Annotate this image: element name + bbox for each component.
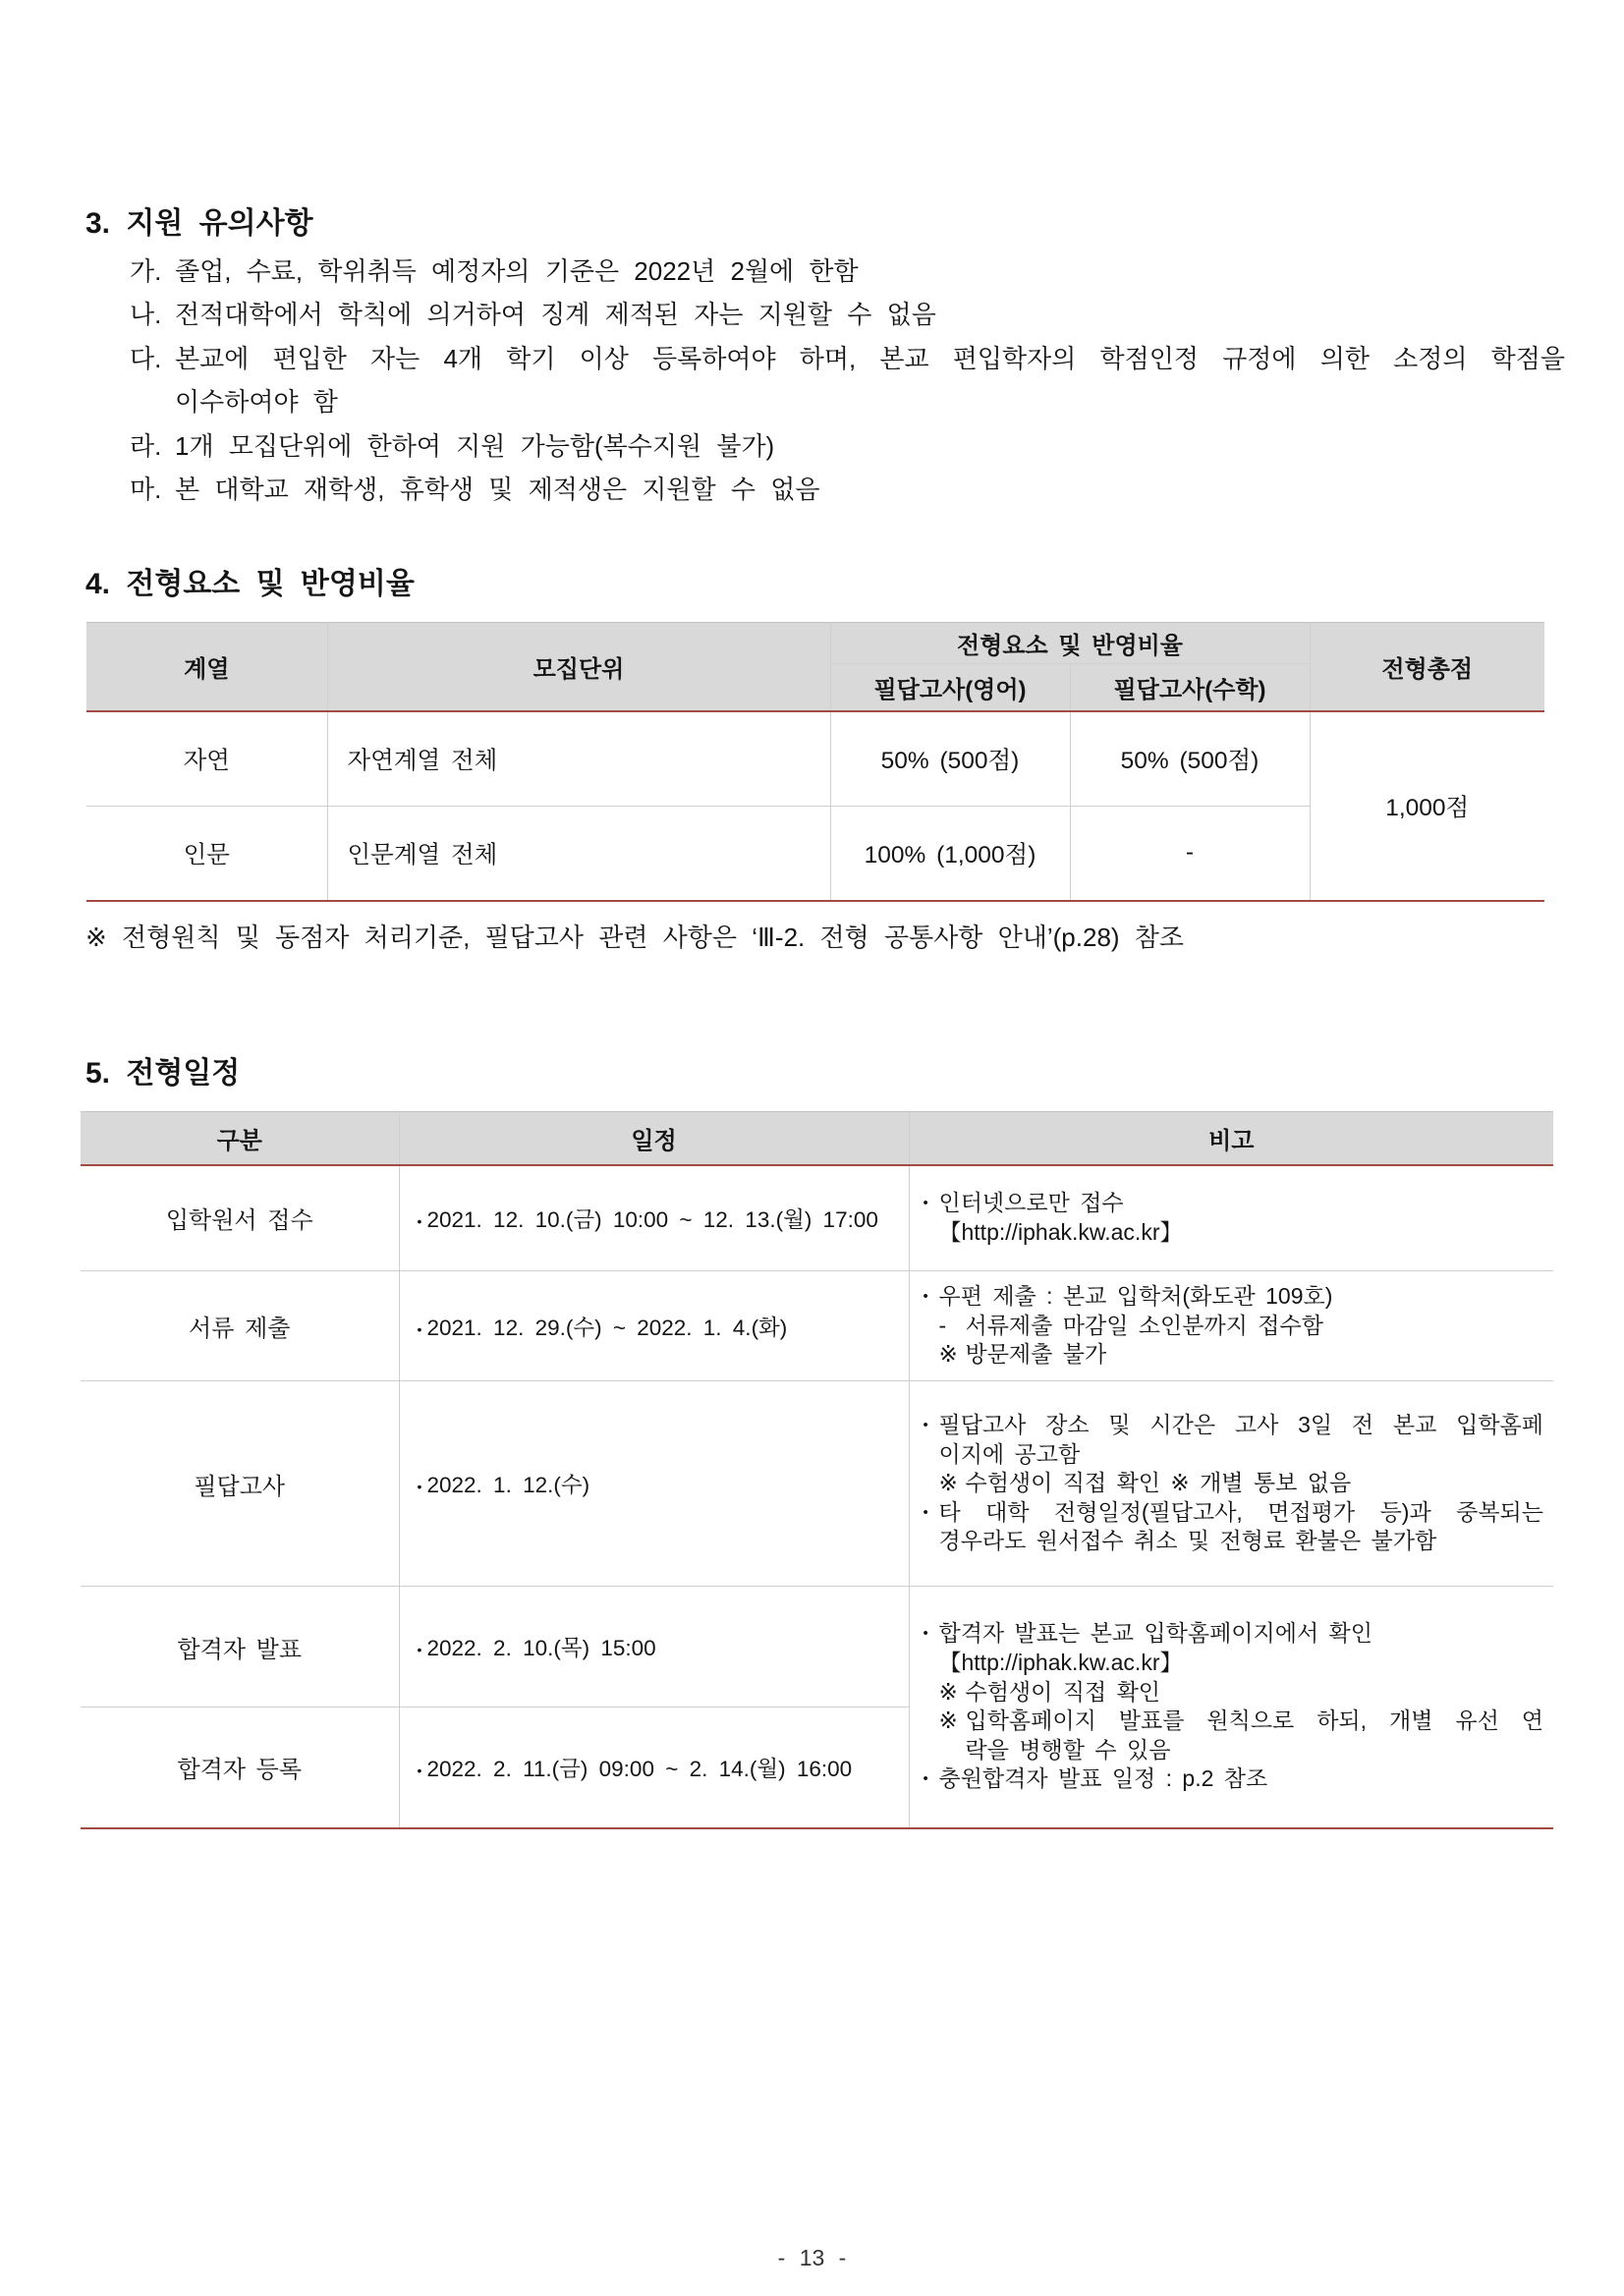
table-row bbox=[86, 711, 1544, 807]
cell-unit: 인문계열 전체 bbox=[327, 807, 830, 901]
cell-category: 합격자 등록 bbox=[81, 1708, 399, 1828]
cell-schedule bbox=[399, 1271, 909, 1381]
cell-english: 100% (1,000점) bbox=[830, 807, 1070, 901]
cell-group: 인문 bbox=[86, 807, 327, 901]
bullet-marker: • bbox=[923, 1417, 928, 1434]
header-category: 구분 bbox=[81, 1112, 399, 1165]
table-row bbox=[81, 1381, 1553, 1587]
list-marker: 가. bbox=[130, 256, 162, 286]
cell-schedule bbox=[399, 1708, 909, 1828]
list-text: 졸업, 수료, 학위취득 예정자의 기준은 2022년 2월에 한함 bbox=[175, 256, 859, 286]
remark-line: 서류제출 마감일 소인분까지 접수함 bbox=[965, 1312, 1323, 1338]
schedule-table bbox=[81, 1111, 1553, 1829]
section3-title: 3. 지원 유의사항 bbox=[85, 207, 313, 240]
cell-remarks bbox=[909, 1271, 1553, 1381]
remark-url: 【http://iphak.kw.ac.kr】 bbox=[938, 1218, 1183, 1245]
schedule-text: 2022. 2. 10.(목) 15:00 bbox=[426, 1636, 656, 1660]
remark-entry bbox=[924, 1619, 1544, 1649]
table-header-row bbox=[81, 1112, 1553, 1165]
bullet-marker: • bbox=[923, 1625, 928, 1643]
header-group: 계열 bbox=[86, 623, 327, 711]
remark-entry bbox=[924, 1312, 1544, 1341]
remark-line: 충원합격자 발표 일정 : p.2 참조 bbox=[938, 1765, 1268, 1792]
bullet-marker: • bbox=[417, 1479, 422, 1495]
remark-line: 인터넷으로만 접수 bbox=[938, 1190, 1124, 1216]
remark-line: 수험생이 직접 확인 ※ 개별 통보 없음 bbox=[965, 1470, 1352, 1496]
list-text: 본 대학교 재학생, 휴학생 및 제적생은 지원할 수 없음 bbox=[175, 475, 820, 505]
table-row bbox=[81, 1271, 1553, 1381]
list-marker: 마. bbox=[130, 475, 162, 505]
list-item bbox=[130, 337, 1565, 424]
remark-entry bbox=[924, 1340, 1544, 1370]
bullet-spacer bbox=[924, 1469, 939, 1498]
remark-entry bbox=[924, 1764, 1544, 1794]
header-total: 전형총점 bbox=[1310, 623, 1544, 711]
bullet-marker: • bbox=[417, 1762, 422, 1778]
bullet-spacer bbox=[924, 1340, 939, 1370]
cell-unit: 자연계열 전체 bbox=[327, 711, 830, 807]
schedule-text: 2021. 12. 10.(금) 10:00 ~ 12. 13.(월) 17:00 bbox=[426, 1206, 878, 1232]
cell-category: 서류 제출 bbox=[81, 1271, 399, 1381]
bullet-spacer bbox=[924, 1649, 939, 1678]
remark-entry bbox=[924, 1218, 1544, 1248]
note-marker: ※ bbox=[938, 1470, 958, 1496]
note-marker: ※ bbox=[938, 1678, 958, 1705]
bullet-spacer bbox=[924, 1707, 939, 1764]
bullet-marker: • bbox=[417, 1642, 422, 1658]
remark-url: 【http://iphak.kw.ac.kr】 bbox=[938, 1650, 1183, 1676]
bullet-marker: • bbox=[923, 1288, 928, 1306]
note-marker: ※ bbox=[938, 1708, 958, 1734]
remark-line: 수험생이 직접 확인 bbox=[965, 1678, 1161, 1705]
remark-line: 락을 병행할 수 있음 bbox=[965, 1736, 1171, 1763]
remark-line: 입학홈페이지 발표를 원칙으로 하되, 개별 유선 연 bbox=[965, 1708, 1543, 1734]
cell-category: 합격자 발표 bbox=[81, 1587, 399, 1708]
bullet-spacer bbox=[924, 1678, 939, 1708]
section4-title: 4. 전형요소 및 반영비율 bbox=[85, 568, 415, 600]
remark-entry bbox=[924, 1678, 1544, 1708]
bullet-marker: • bbox=[923, 1770, 928, 1788]
cell-schedule bbox=[399, 1165, 909, 1271]
page-number: - 13 - bbox=[777, 2245, 847, 2270]
remark-line: 합격자 발표는 본교 입학홈페이지에서 확인 bbox=[938, 1620, 1372, 1647]
cell-category: 입학원서 접수 bbox=[81, 1165, 399, 1271]
section5-title: 5. 전형일정 bbox=[85, 1057, 241, 1090]
selection-elements-table bbox=[86, 622, 1544, 902]
header-elements: 전형요소 및 반영비율 bbox=[830, 623, 1310, 664]
list-item bbox=[130, 293, 1565, 336]
header-unit: 모집단위 bbox=[327, 623, 830, 711]
remark-entry bbox=[924, 1649, 1544, 1678]
table-row bbox=[81, 1165, 1553, 1271]
remark-entry bbox=[924, 1411, 1544, 1469]
cell-math: 50% (500점) bbox=[1070, 711, 1310, 807]
reference-note: ※ 전형원칙 및 동점자 처리기준, 필답고사 관련 사항은 ‘Ⅲ-2. 전형 공통사항 안내’(p.28) 참조 bbox=[85, 923, 1185, 952]
header-schedule: 일정 bbox=[399, 1112, 909, 1165]
note-marker: ※ bbox=[938, 1341, 958, 1368]
note-marker: - bbox=[938, 1312, 947, 1338]
remark-entry bbox=[924, 1189, 1544, 1218]
remark-entry bbox=[924, 1498, 1544, 1556]
list-text: 전적대학에서 학칙에 의거하여 징계 제적된 자는 지원할 수 없음 bbox=[175, 300, 936, 330]
table-header-row bbox=[86, 623, 1544, 664]
remark-line: 필답고사 장소 및 시간은 고사 3일 전 본교 입학홈페 bbox=[938, 1412, 1543, 1438]
list-marker: 다. bbox=[130, 343, 162, 373]
list-text: 본교에 편입한 자는 4개 학기 이상 등록하여야 하며, 본교 편입학자의 학점인정 규정에 의한 소정의 학점을 bbox=[175, 343, 1565, 373]
bullet-marker: • bbox=[417, 1320, 422, 1337]
bullet-spacer bbox=[924, 1312, 939, 1341]
bullet-spacer bbox=[924, 1218, 939, 1248]
schedule-text: 2021. 12. 29.(수) ~ 2022. 1. 4.(화) bbox=[426, 1315, 788, 1340]
table-row bbox=[81, 1587, 1553, 1708]
bullet-marker: • bbox=[923, 1503, 928, 1521]
remark-entry bbox=[924, 1469, 1544, 1498]
list-item bbox=[130, 424, 1565, 468]
list-marker: 나. bbox=[130, 300, 162, 330]
list-text: 1개 모집단위에 한하여 지원 가능함(복수지원 불가) bbox=[175, 430, 775, 461]
schedule-text: 2022. 2. 11.(금) 09:00 ~ 2. 14.(월) 16:00 bbox=[426, 1756, 853, 1781]
remark-line: 타 대학 전형일정(필답고사, 면접평가 등)과 중복되는 bbox=[938, 1498, 1543, 1525]
cell-remarks bbox=[909, 1587, 1553, 1828]
section3-list bbox=[130, 250, 1565, 511]
cell-category: 필답고사 bbox=[81, 1381, 399, 1587]
remark-line: 경우라도 원서접수 취소 및 전형료 환불은 불가함 bbox=[938, 1528, 1437, 1554]
list-marker: 라. bbox=[130, 430, 162, 461]
cell-english: 50% (500점) bbox=[830, 711, 1070, 807]
remark-entry bbox=[924, 1282, 1544, 1312]
cell-group: 자연 bbox=[86, 711, 327, 807]
list-item bbox=[130, 468, 1565, 511]
list-text: 이수하여야 함 bbox=[175, 387, 338, 418]
remark-line: 방문제출 불가 bbox=[965, 1341, 1107, 1368]
bullet-marker: • bbox=[923, 1195, 928, 1212]
remark-line: 우편 제출 : 본교 입학처(화도관 109호) bbox=[938, 1283, 1333, 1310]
cell-remarks bbox=[909, 1165, 1553, 1271]
bullet-marker: • bbox=[417, 1212, 422, 1229]
remark-entry bbox=[924, 1707, 1544, 1764]
cell-total: 1,000점 bbox=[1310, 711, 1544, 901]
cell-schedule bbox=[399, 1587, 909, 1708]
remark-line: 이지에 공고함 bbox=[938, 1440, 1081, 1467]
header-math: 필답고사(수학) bbox=[1070, 664, 1310, 711]
header-english: 필답고사(영어) bbox=[830, 664, 1070, 711]
schedule-text: 2022. 1. 12.(수) bbox=[426, 1473, 590, 1497]
cell-schedule bbox=[399, 1381, 909, 1587]
header-remarks: 비고 bbox=[909, 1112, 1553, 1165]
cell-remarks bbox=[909, 1381, 1553, 1587]
list-item bbox=[130, 250, 1565, 293]
cell-math: - bbox=[1070, 807, 1310, 901]
